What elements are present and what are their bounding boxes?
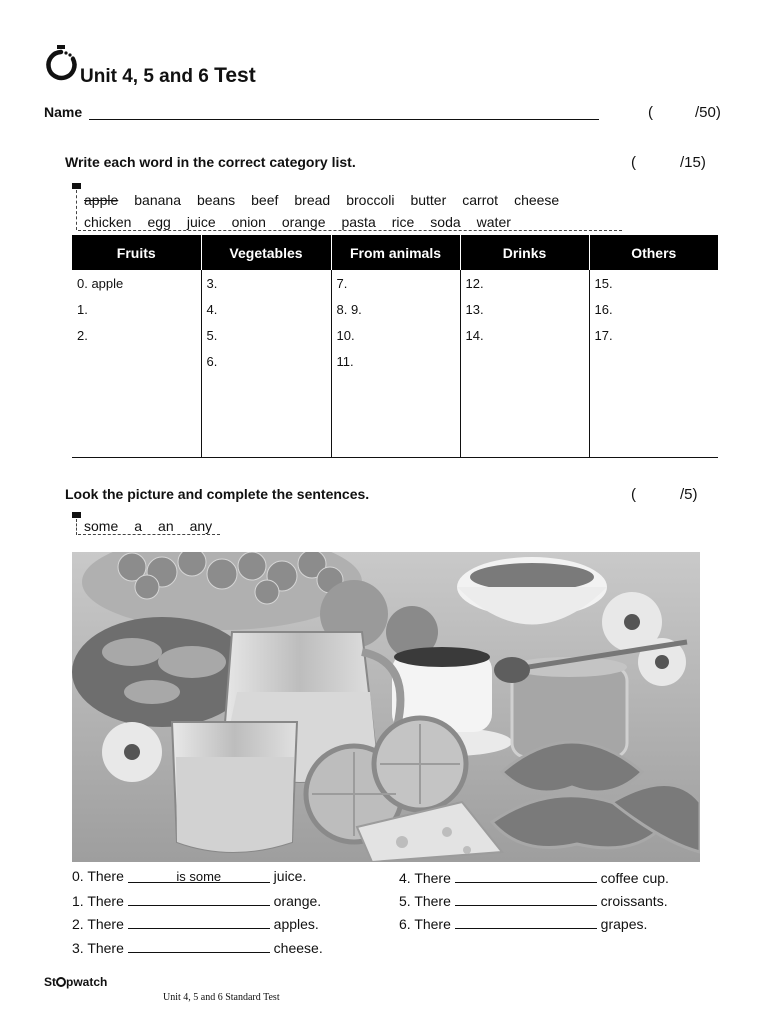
word-item: beef: [251, 192, 279, 208]
page-title: Unit 4, 5 and 6 Test: [80, 64, 256, 87]
answer-slot[interactable]: 10.: [336, 328, 355, 343]
answer-slot[interactable]: 17.: [594, 328, 613, 343]
answer-blank[interactable]: [455, 868, 597, 883]
sentence-item: 4. There coffee cup.: [399, 870, 669, 886]
word-item: bread: [294, 192, 331, 208]
answer-slot[interactable]: 0. apple: [77, 276, 124, 291]
sentence-item: 2. There apples.: [72, 916, 319, 932]
word-item: carrot: [462, 192, 499, 208]
word-item: banana: [134, 192, 181, 208]
column-drinks: [460, 270, 589, 457]
column-vegetables: [201, 270, 331, 457]
word-item: a: [134, 518, 143, 534]
name-field[interactable]: [89, 119, 599, 120]
word-item: chicken: [84, 214, 132, 230]
sentence-item: 6. There grapes.: [399, 916, 648, 932]
word-item: an: [158, 518, 174, 534]
breakfast-picture: [72, 552, 700, 862]
word-item: some: [84, 518, 119, 534]
answer-slot[interactable]: 4.: [206, 302, 218, 317]
answer-blank[interactable]: [455, 891, 597, 906]
answer-blank[interactable]: [128, 914, 270, 929]
answer-slot[interactable]: 14.: [465, 328, 484, 343]
word-item: broccoli: [346, 192, 395, 208]
total-score: /50): [695, 104, 721, 121]
word-item: apple: [84, 192, 119, 208]
answer-slot[interactable]: 12.: [465, 276, 484, 291]
answer-blank[interactable]: [128, 891, 270, 906]
column-header-vegetables: Vegetables: [201, 235, 331, 270]
total-score-open: (: [648, 104, 653, 121]
word-item: juice: [186, 214, 216, 230]
word-box-row1: [84, 192, 624, 208]
column-header-drinks: Drinks: [460, 235, 589, 270]
section1-instruction: Write each word in the correct category list.: [65, 154, 356, 170]
footer-brand-logo: St pwatch: [44, 975, 108, 989]
word-box-border: [76, 519, 77, 535]
answer-slot[interactable]: 2.: [77, 328, 88, 343]
stopwatch-icon: [56, 977, 66, 987]
section2-score-open: (: [631, 486, 636, 503]
word-item: butter: [410, 192, 447, 208]
name-label: Name: [44, 104, 83, 120]
sentence-item: 5. There croissants.: [399, 893, 668, 909]
word-item: orange: [281, 214, 326, 230]
sentence-item: 1. There orange.: [72, 893, 322, 909]
table-bottom-rule: [72, 457, 718, 458]
word-item: beans: [196, 192, 236, 208]
sentence-item: 0. There is some juice.: [72, 868, 307, 884]
answer-slot[interactable]: 1.: [77, 302, 88, 317]
answer-slot[interactable]: 16.: [594, 302, 613, 317]
answer-slot[interactable]: 6.: [206, 354, 218, 369]
column-header-fruits: Fruits: [72, 235, 201, 270]
word-box-row2: [78, 214, 622, 231]
word-item: water: [476, 214, 511, 230]
word-box-section2: [78, 518, 220, 535]
word-item: any: [189, 518, 213, 534]
section2-instruction: Look the picture and complete the sentences.: [65, 486, 370, 502]
sentence-item: 3. There cheese.: [72, 940, 323, 956]
category-table: [72, 235, 718, 457]
column-header-others: Others: [589, 235, 718, 270]
answer-slot[interactable]: 5.: [206, 328, 218, 343]
word-item: cheese: [514, 192, 560, 208]
word-item: rice: [391, 214, 415, 230]
section1-score: /15): [680, 154, 706, 171]
section1-score-open: (: [631, 154, 636, 171]
answer-slot[interactable]: 7.: [336, 276, 348, 291]
name-row: [44, 104, 724, 120]
footer-text: Unit 4, 5 and 6 Standard Test: [163, 992, 280, 1003]
column-others: [589, 270, 718, 457]
answer-slot[interactable]: 11.: [336, 354, 354, 369]
word-box-border: [76, 190, 77, 230]
column-fruits: [72, 270, 201, 457]
answer-blank[interactable]: [455, 914, 597, 929]
word-box-pin-icon: [72, 183, 81, 189]
section2-score: /5): [680, 486, 698, 503]
answer-slot[interactable]: 3.: [206, 276, 218, 291]
answer-slot[interactable]: 15.: [594, 276, 613, 291]
word-item: onion: [231, 214, 266, 230]
word-item: pasta: [341, 214, 376, 230]
answer-blank[interactable]: [128, 938, 270, 953]
word-item: egg: [147, 214, 171, 230]
answer-slot[interactable]: 13.: [465, 302, 484, 317]
answer-blank[interactable]: is some: [128, 868, 270, 883]
column-header-from-animals: From animals: [331, 235, 460, 270]
column-from-animals: [331, 270, 460, 457]
word-item: soda: [430, 214, 461, 230]
answer-slot[interactable]: 8. 9.: [336, 302, 362, 317]
stopwatch-logo-icon: [44, 44, 80, 84]
